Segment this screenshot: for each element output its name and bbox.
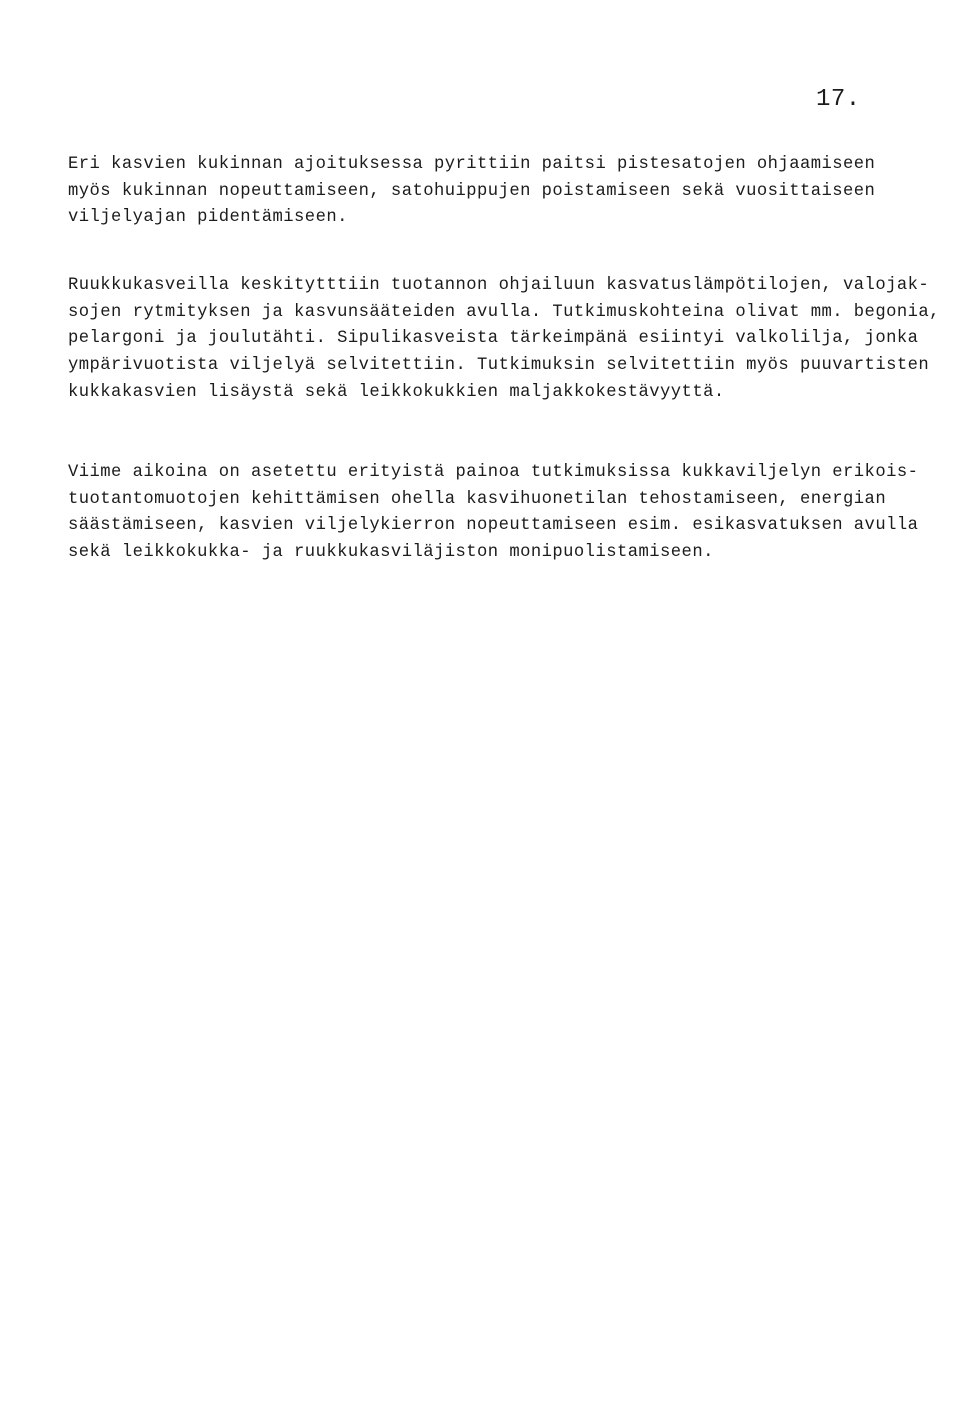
text-line: säästämiseen, kasvien viljelykierron nopeuttamiseen esim. esikasvatuksen avulla <box>68 516 919 536</box>
text-line: pelargoni ja joulutähti. Sipulikasveista tärkeimpänä esiintyi valkolilja, jonka <box>68 329 919 349</box>
text-line: Viime aikoina on asetettu erityistä painoa tutkimuksissa kukkaviljelyn erikois- <box>68 463 919 482</box>
text-line: Eri kasvien kukinnan ajoituksessa pyrittiin paitsi pistesatojen ohjaamiseen <box>68 155 876 174</box>
text-line: viljelyajan pidentämiseen. <box>68 208 348 228</box>
paragraph-flowering-timing <box>68 152 948 232</box>
paragraph-recent-research <box>68 460 948 567</box>
text-line: sekä leikkokukka- ja ruukkukasviläjiston monipuolistamiseen. <box>68 543 714 563</box>
text-line: sojen rytmityksen ja kasvunsääteiden avulla. Tutkimuskohteina olivat mm. begonia, <box>68 302 940 322</box>
text-line: tuotantomuotojen kehittämisen ohella kasvihuonetilan tehostamiseen, energian <box>68 489 887 509</box>
page-number: 17. <box>816 86 861 113</box>
text-line: kukkakasvien lisäystä sekä leikkokukkien maljakkokestävyyttä. <box>68 382 725 402</box>
text-line: ympärivuotista viljelyä selvitettiin. Tutkimuksin selvitettiin myös puuvartisten <box>68 356 930 376</box>
text-line: Ruukkukasveilla keskitytttiin tuotannon ohjailuun kasvatuslämpötilojen, valojak- <box>68 276 930 295</box>
text-line: myös kukinnan nopeuttamiseen, satohuippujen poistamiseen sekä vuosittaiseen <box>68 181 876 201</box>
paragraph-potted-plants <box>68 273 948 407</box>
